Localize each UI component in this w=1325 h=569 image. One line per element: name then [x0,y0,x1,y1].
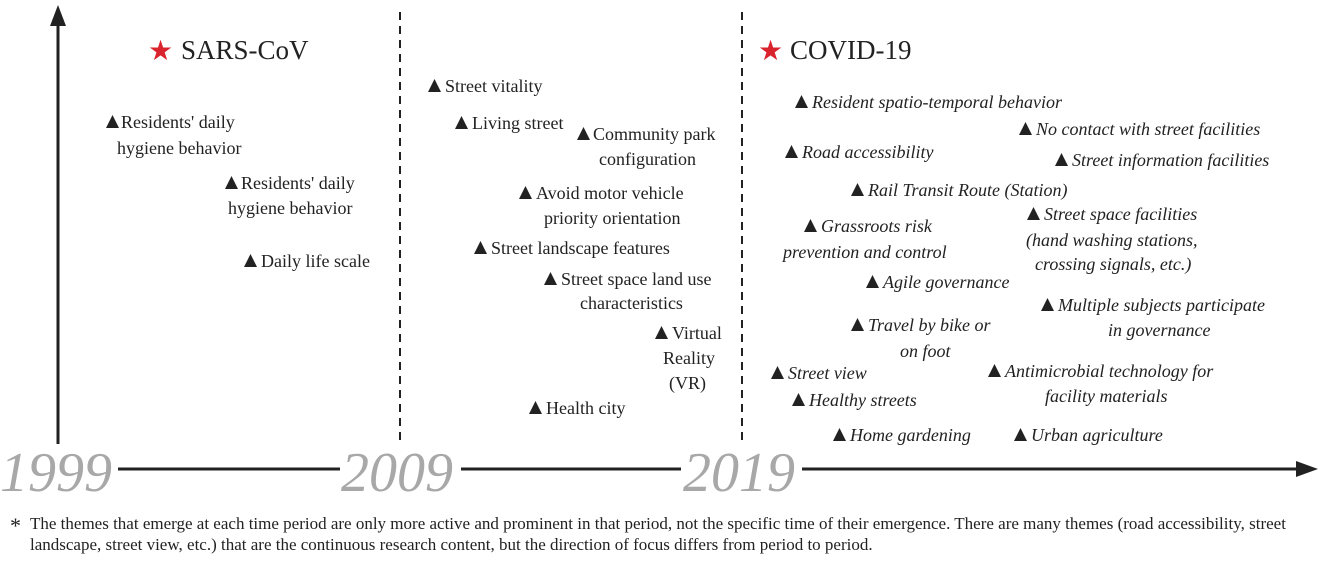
theme-item [519,183,684,228]
vertical-axis-arrowhead [50,5,66,26]
theme-label: crossing signals, etc.) [1035,254,1192,274]
theme-label: Street landscape features [491,238,670,258]
triangle-icon [988,364,1001,377]
theme-label: Avoid motor vehicle [536,183,684,203]
theme-item [792,390,917,410]
theme-label: Road accessibility [802,142,934,162]
theme-item [781,216,947,262]
triangle-icon [244,254,257,267]
theme-label: Reality [663,348,715,368]
theme-label: hygiene behavior [117,138,242,158]
theme-label: Multiple subjects participate [1058,295,1265,315]
theme-label: Street information facilities [1072,150,1270,170]
theme-label: (hand washing stations, [1026,230,1198,250]
triangle-icon [866,275,879,288]
footnote-text: The themes that emerge at each time period are only more active and prominent in that period, not the specific time of their emergence. There are many themes (road accessibility, street landscape, street view, etc.) that are the continuous research content, but the direction of focus differs from period to period. [30,514,1286,554]
red-star-icon: ★ [148,36,174,67]
theme-label: configuration [599,149,696,169]
theme-label: Resident spatio-temporal behavior [812,92,1062,112]
theme-item [455,113,563,133]
theme-label: Residents' daily [241,173,355,193]
theme-label: Virtual [672,323,722,343]
theme-label: Community park [593,124,716,144]
theme-item [795,92,1063,112]
theme-item [851,180,1068,201]
triangle-icon [1027,207,1040,220]
triangle-icon [1041,298,1054,311]
year-label-2009: 2009 [341,442,453,504]
theme-items [106,76,1269,445]
triangle-icon [428,79,441,92]
triangle-icon [1055,153,1068,166]
theme-label: Grassroots risk [821,216,932,236]
theme-item [1019,119,1260,139]
theme-item [1026,204,1198,275]
theme-label: Rail Transit Route (Station) [868,180,1068,200]
triangle-icon [577,127,590,140]
theme-item [1014,425,1163,445]
footnote-marker: * [10,513,21,538]
triangle-icon [792,393,805,406]
period-title-covid: COVID-19 [790,35,912,65]
theme-label: Urban agriculture [1031,425,1163,445]
triangle-icon [1014,428,1027,441]
theme-item [771,363,867,383]
triangle-icon [225,176,238,189]
theme-label: in governance [1108,320,1211,340]
triangle-icon [851,183,864,196]
year-label-1999: 1999 [0,442,112,504]
theme-label: priority orientation [544,208,681,228]
theme-label: Street space facilities [1044,204,1198,224]
theme-label: Home gardening [850,425,971,445]
theme-item [474,238,670,258]
triangle-icon [785,145,798,158]
theme-label: Health city [546,398,626,418]
triangle-icon [519,186,532,199]
theme-label: Residents' daily [121,112,235,132]
theme-label: Street space land use [561,269,712,289]
theme-label: Daily life scale [261,251,370,271]
triangle-icon [804,219,817,232]
theme-item [866,272,1009,292]
theme-item [577,124,716,169]
time-axis-arrowhead [1296,461,1318,477]
triangle-icon [544,272,557,285]
theme-item [428,76,542,96]
theme-label: Antimicrobial technology for [1005,361,1214,381]
theme-item [1055,150,1269,170]
theme-label: on foot [900,341,951,361]
triangle-icon [795,95,808,108]
theme-label: Street vitality [445,76,543,96]
triangle-icon [455,116,468,129]
theme-label: Street view [788,363,867,383]
theme-label: Healthy streets [809,390,917,410]
theme-item [1041,295,1265,340]
theme-label: Agile governance [883,272,1010,292]
theme-label: hygiene behavior [228,198,353,218]
theme-label: No contact with street facilities [1036,119,1261,139]
theme-label: Living street [472,113,564,133]
theme-item [851,315,991,361]
triangle-icon [529,401,542,414]
triangle-icon [851,318,864,331]
triangle-icon [833,428,846,441]
theme-label: characteristics [580,293,683,313]
theme-item [655,323,722,394]
triangle-icon [655,326,668,339]
theme-item [529,398,625,418]
theme-item [544,269,711,313]
theme-item [244,251,370,271]
year-label-2019: 2019 [683,442,795,504]
theme-item [106,112,241,158]
red-star-icon: ★ [758,36,784,67]
triangle-icon [106,115,119,128]
triangle-icon [1019,122,1032,135]
theme-label: facility materials [1045,386,1168,406]
theme-label: Travel by bike or [868,315,991,335]
theme-label: prevention and control [783,242,947,262]
theme-item [988,361,1214,406]
theme-label: (VR) [669,373,706,393]
triangle-icon [474,241,487,254]
theme-item [785,142,933,162]
period-title-sars: SARS-CoV [181,35,309,65]
theme-item [833,425,971,445]
triangle-icon [771,366,784,379]
theme-item [225,173,355,218]
